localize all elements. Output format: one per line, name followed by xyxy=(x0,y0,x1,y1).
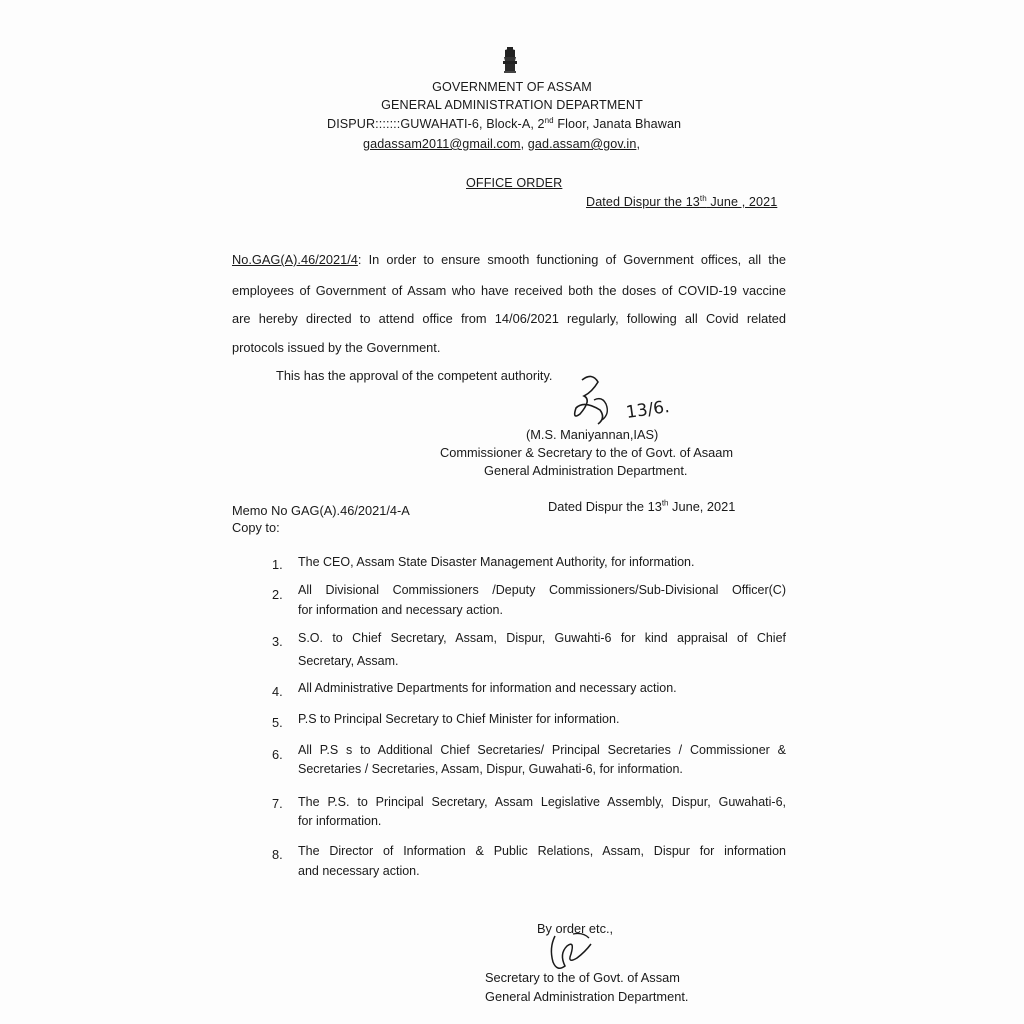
list-item-text: P.S to Principal Secretary to Chief Minister for information. xyxy=(298,712,620,726)
order-paragraph-line-3: are hereby directed to attend office from 14/06/2021 regularly, following all Covid related xyxy=(232,311,786,326)
department-heading: GENERAL ADMINISTRATION DEPARTMENT xyxy=(381,98,643,112)
list-item-number: 5. xyxy=(272,715,283,730)
list-item-text: S.O. to Chief Secretary, Assam, Dispur, Guwahti-6 for kind appraisal of Chief xyxy=(298,631,786,645)
copy-to-label: Copy to: xyxy=(232,520,280,535)
signature-initial-date: 13/6. xyxy=(624,397,671,423)
order-number: No.GAG(A).46/2021/4 xyxy=(232,252,358,267)
signature-secretary xyxy=(545,928,605,976)
closing-department: General Administration Department. xyxy=(485,989,689,1004)
list-item-text: for information and necessary action. xyxy=(298,603,503,617)
list-item-text: All P.S s to Additional Chief Secretaries/ Principal Secretaries / Commissioner & xyxy=(298,743,786,757)
list-item-number: 4. xyxy=(272,684,283,699)
memo-date: Dated Dispur the 13th June, 2021 xyxy=(548,498,736,514)
order-date: Dated Dispur the 13th June , 2021 xyxy=(586,193,778,209)
by-order-line: By order etc., xyxy=(537,921,614,936)
list-item-number: 7. xyxy=(272,796,283,811)
list-item-text: The Director of Information & Public Relations, Assam, Dispur for information xyxy=(298,844,786,858)
list-item-text: The CEO, Assam State Disaster Management Authority, for information. xyxy=(298,555,695,569)
email-link-secondary[interactable]: gad.assam@gov.in xyxy=(527,137,637,151)
list-item-number: 8. xyxy=(272,847,283,862)
list-item-text: All Divisional Commissioners /Deputy Commissioners/Sub-Divisional Officer(C) xyxy=(298,583,786,597)
order-paragraph-line-1: No.GAG(A).46/2021/4: In order to ensure smooth functioning of Government offices, all the xyxy=(232,252,786,267)
email-line: gadassam2011@gmail.com, gad.assam@gov.in, xyxy=(363,137,641,151)
order-paragraph-line-2: employees of Government of Assam who have received both the doses of COVID-19 vaccine xyxy=(232,283,786,298)
address-line: DISPUR:::::::GUWAHATI-6, Block-A, 2nd Floor, Janata Bhawan xyxy=(327,115,682,131)
approval-line: This has the approval of the competent authority. xyxy=(276,368,553,383)
list-item-text: The P.S. to Principal Secretary, Assam Legislative Assembly, Dispur, Guwahati-6, xyxy=(298,795,786,809)
state-emblem-icon xyxy=(500,46,520,76)
list-item-text: Secretary, Assam. xyxy=(298,654,399,668)
office-order-title: OFFICE ORDER xyxy=(466,176,563,190)
government-heading: GOVERNMENT OF ASSAM xyxy=(432,80,592,94)
signatory-designation: Commissioner & Secretary to the of Govt. of Asaam xyxy=(440,445,734,460)
closing-secretary: Secretary to the of Govt. of Assam xyxy=(485,970,680,985)
signatory-department: General Administration Department. xyxy=(484,463,688,478)
list-item-number: 3. xyxy=(272,634,283,649)
memo-number: Memo No GAG(A).46/2021/4-A xyxy=(232,503,410,518)
list-item-number: 6. xyxy=(272,747,283,762)
list-item-text: All Administrative Departments for information and necessary action. xyxy=(298,681,677,695)
list-item-number: 1. xyxy=(272,557,283,572)
list-item-text: and necessary action. xyxy=(298,864,420,878)
signatory-name: (M.S. Maniyannan,IAS) xyxy=(526,427,659,442)
list-item-text: for information. xyxy=(298,814,382,828)
list-item-number: 2. xyxy=(272,587,283,602)
order-paragraph-line-4: protocols issued by the Government. xyxy=(232,340,441,355)
email-link-primary[interactable]: gadassam2011@gmail.com xyxy=(363,137,521,151)
list-item-text: Secretaries / Secretaries, Assam, Dispur, Guwahati-6, for information. xyxy=(298,762,683,776)
